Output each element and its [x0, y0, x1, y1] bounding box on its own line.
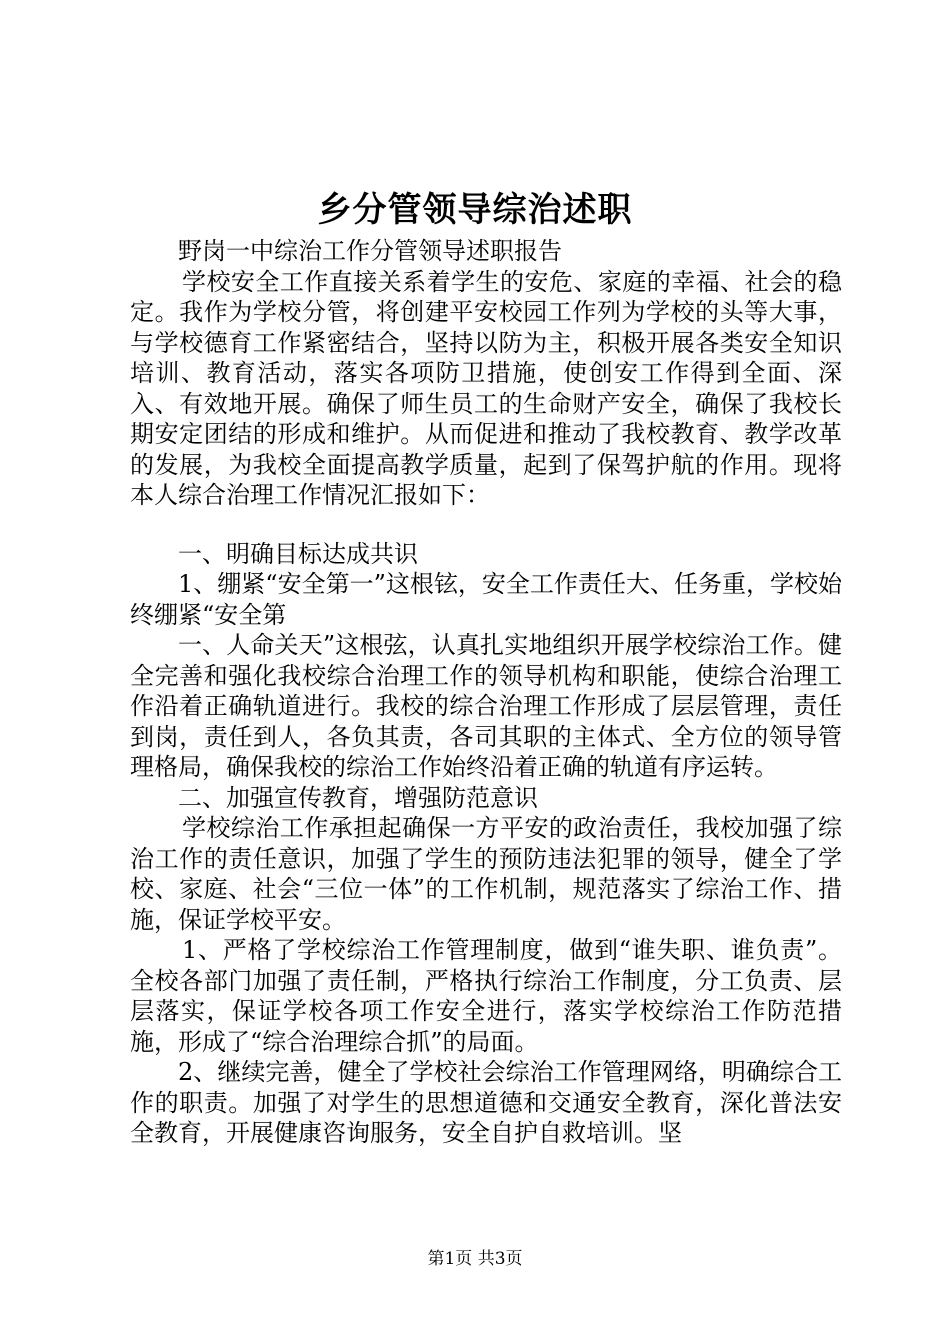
paragraph-intro: 学校安全工作直接关系着学生的安危、家庭的幸福、社会的稳定。我作为学校分管，将创建平安校园工作列为学校的头等大事，与学校德育工作紧密结合，坚持以防为主，积极开展各类安全知识培训、教育活动，落实各项防卫措施，使创安工作得到全面、深入、有效地开展。确保了师生员工的生命财产安全，确保了我校长期安定团结的形成和维护。从而促进和推动了我校教育、教学改革的发展，为我校全面提高教学质量，起到了保驾护航的作用。现将本人综合治理工作情况汇报如下：	[130, 267, 842, 509]
section-heading-1: 一、明确目标达成共识	[178, 539, 418, 568]
paragraph-section-2-body: 学校综治工作承担起确保一方平安的政治责任，我校加强了综治工作的责任意识，加强了学生的预防违法犯罪的领导，健全了学校、家庭、社会“三位一体”的工作机制，规范落实了综治工作、措施，保证学校平安。	[130, 814, 842, 934]
section-heading-2: 二、加强宣传教育，增强防范意识	[178, 783, 538, 812]
document-body	[130, 236, 842, 1149]
paragraph-item-1-1: 1、绷紧“安全第一”这根铉，安全工作责任大、任务重，学校始终绷紧“安全第	[130, 570, 842, 629]
page-footer: 第1页 共3页	[427, 1249, 523, 1269]
paragraph-item-2-1: 1、严格了学校综治工作管理制度，做到“谁失职、谁负责”。全校各部门加强了责任制，严格执行综治工作制度，分工负责、层层落实，保证学校各项工作安全进行，落实学校综治工作防范措施，形成了“综合治理综合抓”的局面。	[130, 936, 842, 1056]
document-title: 乡分管领导综治述职	[317, 190, 633, 230]
report-subtitle: 野岗一中综治工作分管领导述职报告	[178, 237, 562, 265]
paragraph-section-1-body: 一、人命关天”这根弦，认真扎实地组织开展学校综治工作。健全完善和强化我校综合治理工作的领导机构和职能，使综合治理工作沿着正确轨道进行。我校的综合治理工作形成了层层管理，责任到岗，责任到人，各负其责，各司其职的主体式、全方位的领导管理格局，确保我校的综治工作始终沿着正确的轨道有序运转。	[130, 631, 842, 781]
paragraph-item-2-2: 2、继续完善，健全了学校社会综治工作管理网络，明确综合工作的职责。加强了对学生的思想道德和交通安全教育，深化普法安全教育，开展健康咨询服务，安全自护自救培训。坚	[130, 1058, 842, 1147]
paragraph-gap	[130, 511, 842, 539]
